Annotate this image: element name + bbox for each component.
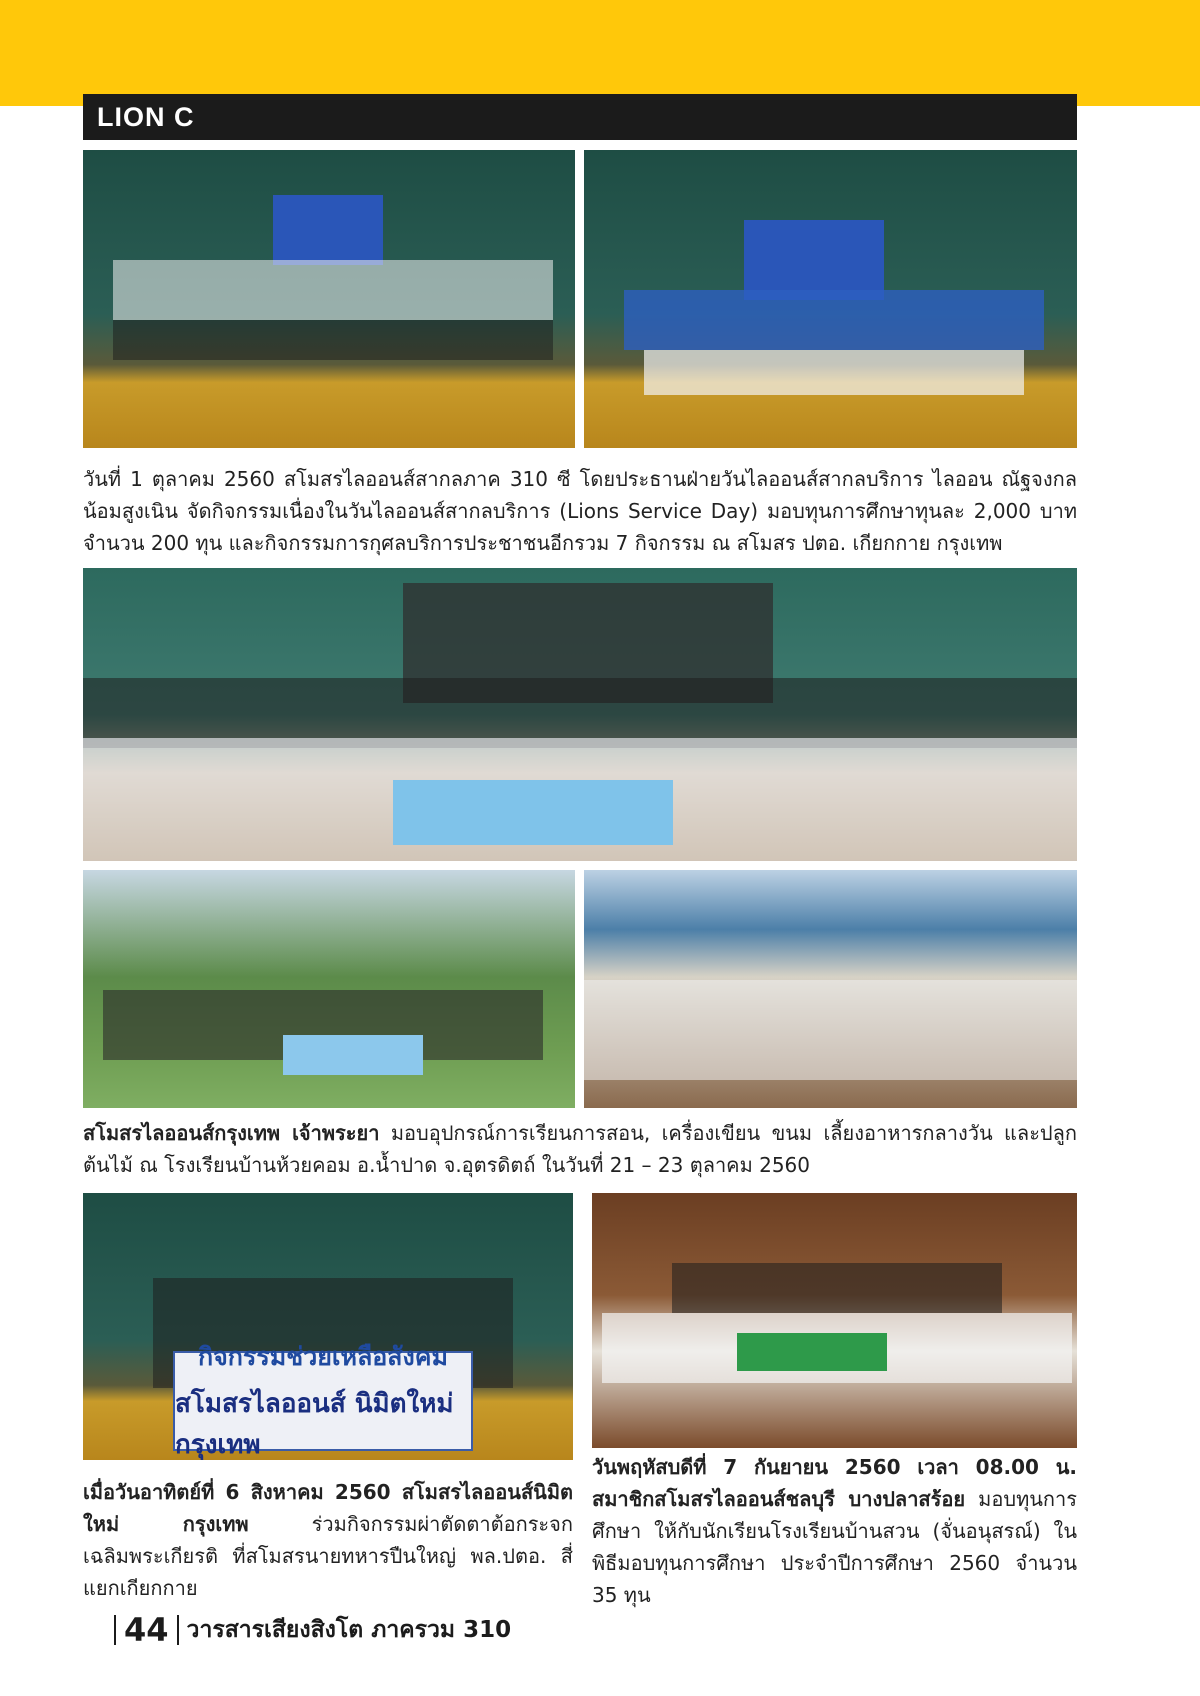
- top-yellow-band: [0, 0, 1200, 106]
- footer-divider: [177, 1615, 179, 1645]
- caption-nimitmai: เมื่อวันอาทิตย์ที่ 6 สิงหาคม 2560 สโมสรไลออนส์นิมิตใหม่ กรุงเทพ ร่วมกิจกรรมผ่าตัดตาต้อกระจกเฉลิมพระเกียรติ ที่สโมสรนายทหารปืนใหญ่ พล.ปตอ. สี่แยกเกียกกาย: [83, 1480, 574, 1600]
- caption-chaophraya: สโมสรไลออนส์กรุงเทพ เจ้าพระยา มอบอุปกรณ์การเรียนการสอน, เครื่องเขียน ขนม เลี้ยงอาหารกลางวัน และปลูกต้นไม้ ณ โรงเรียนบ้านห้วยคอม อ.น้ำปาด จ.อุตรดิตถ์ ในวันที่ 21 – 23 ตุลาคม 2560: [83, 1121, 1077, 1177]
- section-title: LION C: [97, 102, 195, 132]
- page-footer: [106, 1610, 511, 1650]
- photo-stage-ceremony-2: [584, 150, 1077, 448]
- footer-divider: [114, 1615, 116, 1645]
- magazine-title: วารสารเสียงสิงโต ภาครวม 310: [186, 1617, 512, 1643]
- photo-graphic: [83, 568, 1077, 861]
- photo-banner-nimitmai: [173, 1342, 473, 1460]
- photo-graphic: [584, 150, 1077, 448]
- photo-graphic: [592, 1193, 1077, 1448]
- section-title-bar: [83, 94, 1077, 140]
- photo-graphic: [83, 150, 575, 448]
- photo-school-group-wide: [83, 568, 1077, 861]
- photo-lunch-students: [584, 870, 1077, 1108]
- caption-lions-service-day: วันที่ 1 ตุลาคม 2560 สโมสรไลออนส์สากลภาค 310 ซี โดยประธานฝ่ายวันไลออนส์สากลบริการ ไลออน ณัฐจงกล น้อมสูงเนิน จัดกิจกรรมเนื่องในวันไลออนส์สากลบริการ (Lions Service Day) มอบทุนการศึกษาทุนละ 2,000 บาท จำนวน 200 ทุน และกิจกรรมการกุศลบริการประชาชนอีกรวม 7 กิจกรรม ณ สโมสร ปตอ. เกียกกาย กรุงเทพ: [83, 467, 1077, 555]
- photo-graphic: [584, 870, 1077, 1108]
- photo-stage-ceremony-1: [83, 150, 575, 448]
- banner-line-1: กิจกรรมช่วยเหลือสังคม: [198, 1342, 448, 1371]
- photo-graphic: [83, 870, 575, 1108]
- photo-chonburi-scholarship: [592, 1193, 1077, 1448]
- banner-line-2: สโมสรไลออนส์ นิมิตใหม่ กรุงเทพ: [175, 1389, 454, 1460]
- photo-outdoor-tree-planting: [83, 870, 575, 1108]
- caption-chonburi: วันพฤหัสบดีที่ 7 กันยายน 2560 เวลา 08.00 น. สมาชิกสโมสรไลออนส์ชลบุรี บางปลาสร้อย มอบทุนการศึกษา ให้กับนักเรียนโรงเรียนบ้านสวน (จั่นอนุสรณ์) ในพิธีมอบทุนการศึกษา ประจำปีการศึกษา 2560 จำนวน 35 ทุน: [592, 1455, 1078, 1607]
- page-number: 44: [124, 1611, 169, 1649]
- photo-nimitmai-donation: [83, 1193, 573, 1460]
